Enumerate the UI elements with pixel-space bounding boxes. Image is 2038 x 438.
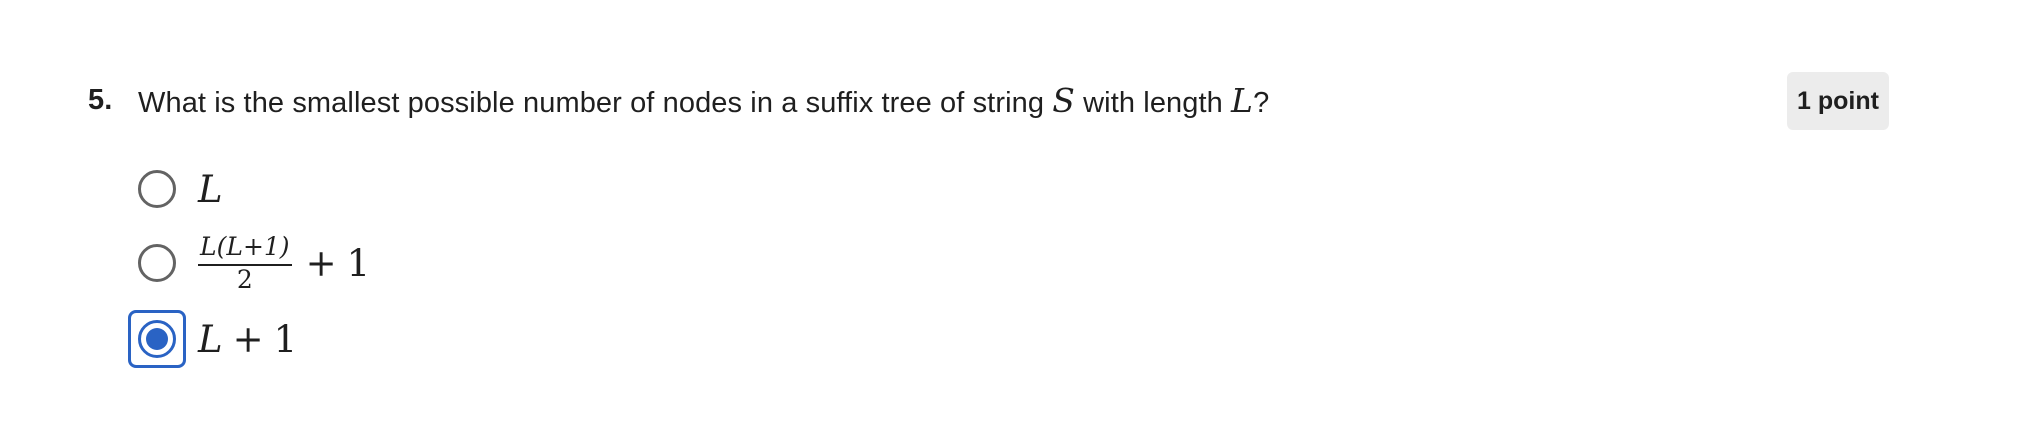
plus-operator: +	[232, 317, 264, 361]
radio-button-c[interactable]	[128, 310, 186, 368]
question-number: 5.	[88, 83, 113, 116]
question-text-before: What is the smallest possible number of nodes in a suffix tree of string	[138, 86, 1053, 119]
option-a-expr: L	[198, 167, 223, 211]
plus-operator: +	[305, 241, 337, 285]
question-row	[88, 78, 1269, 122]
math-var-l: L	[1231, 80, 1254, 120]
radio-button-a[interactable]	[128, 160, 186, 218]
question-text-middle: with length	[1074, 86, 1232, 119]
radio-dot-icon	[146, 328, 168, 350]
question-text	[138, 81, 1269, 120]
math-var-s: S	[1052, 80, 1075, 120]
option-c-var: L	[198, 317, 223, 361]
option-c-constant: 1	[273, 317, 298, 361]
option-b-label	[198, 232, 370, 294]
option-c-label	[198, 318, 297, 361]
option-c[interactable]	[128, 310, 297, 368]
option-b[interactable]	[128, 234, 370, 292]
fraction-numerator: L(L+1)	[198, 232, 292, 266]
radio-circle-icon	[138, 244, 176, 282]
fraction	[198, 232, 292, 294]
radio-button-b[interactable]	[128, 234, 186, 292]
radio-selected-icon	[138, 320, 176, 358]
fraction-denominator: 2	[236, 265, 253, 294]
option-b-constant: 1	[346, 241, 371, 285]
option-a-label	[198, 168, 223, 211]
option-a[interactable]	[128, 160, 223, 218]
points-badge: 1 point	[1787, 72, 1889, 130]
radio-circle-icon	[138, 170, 176, 208]
question-text-after: ?	[1253, 86, 1270, 119]
